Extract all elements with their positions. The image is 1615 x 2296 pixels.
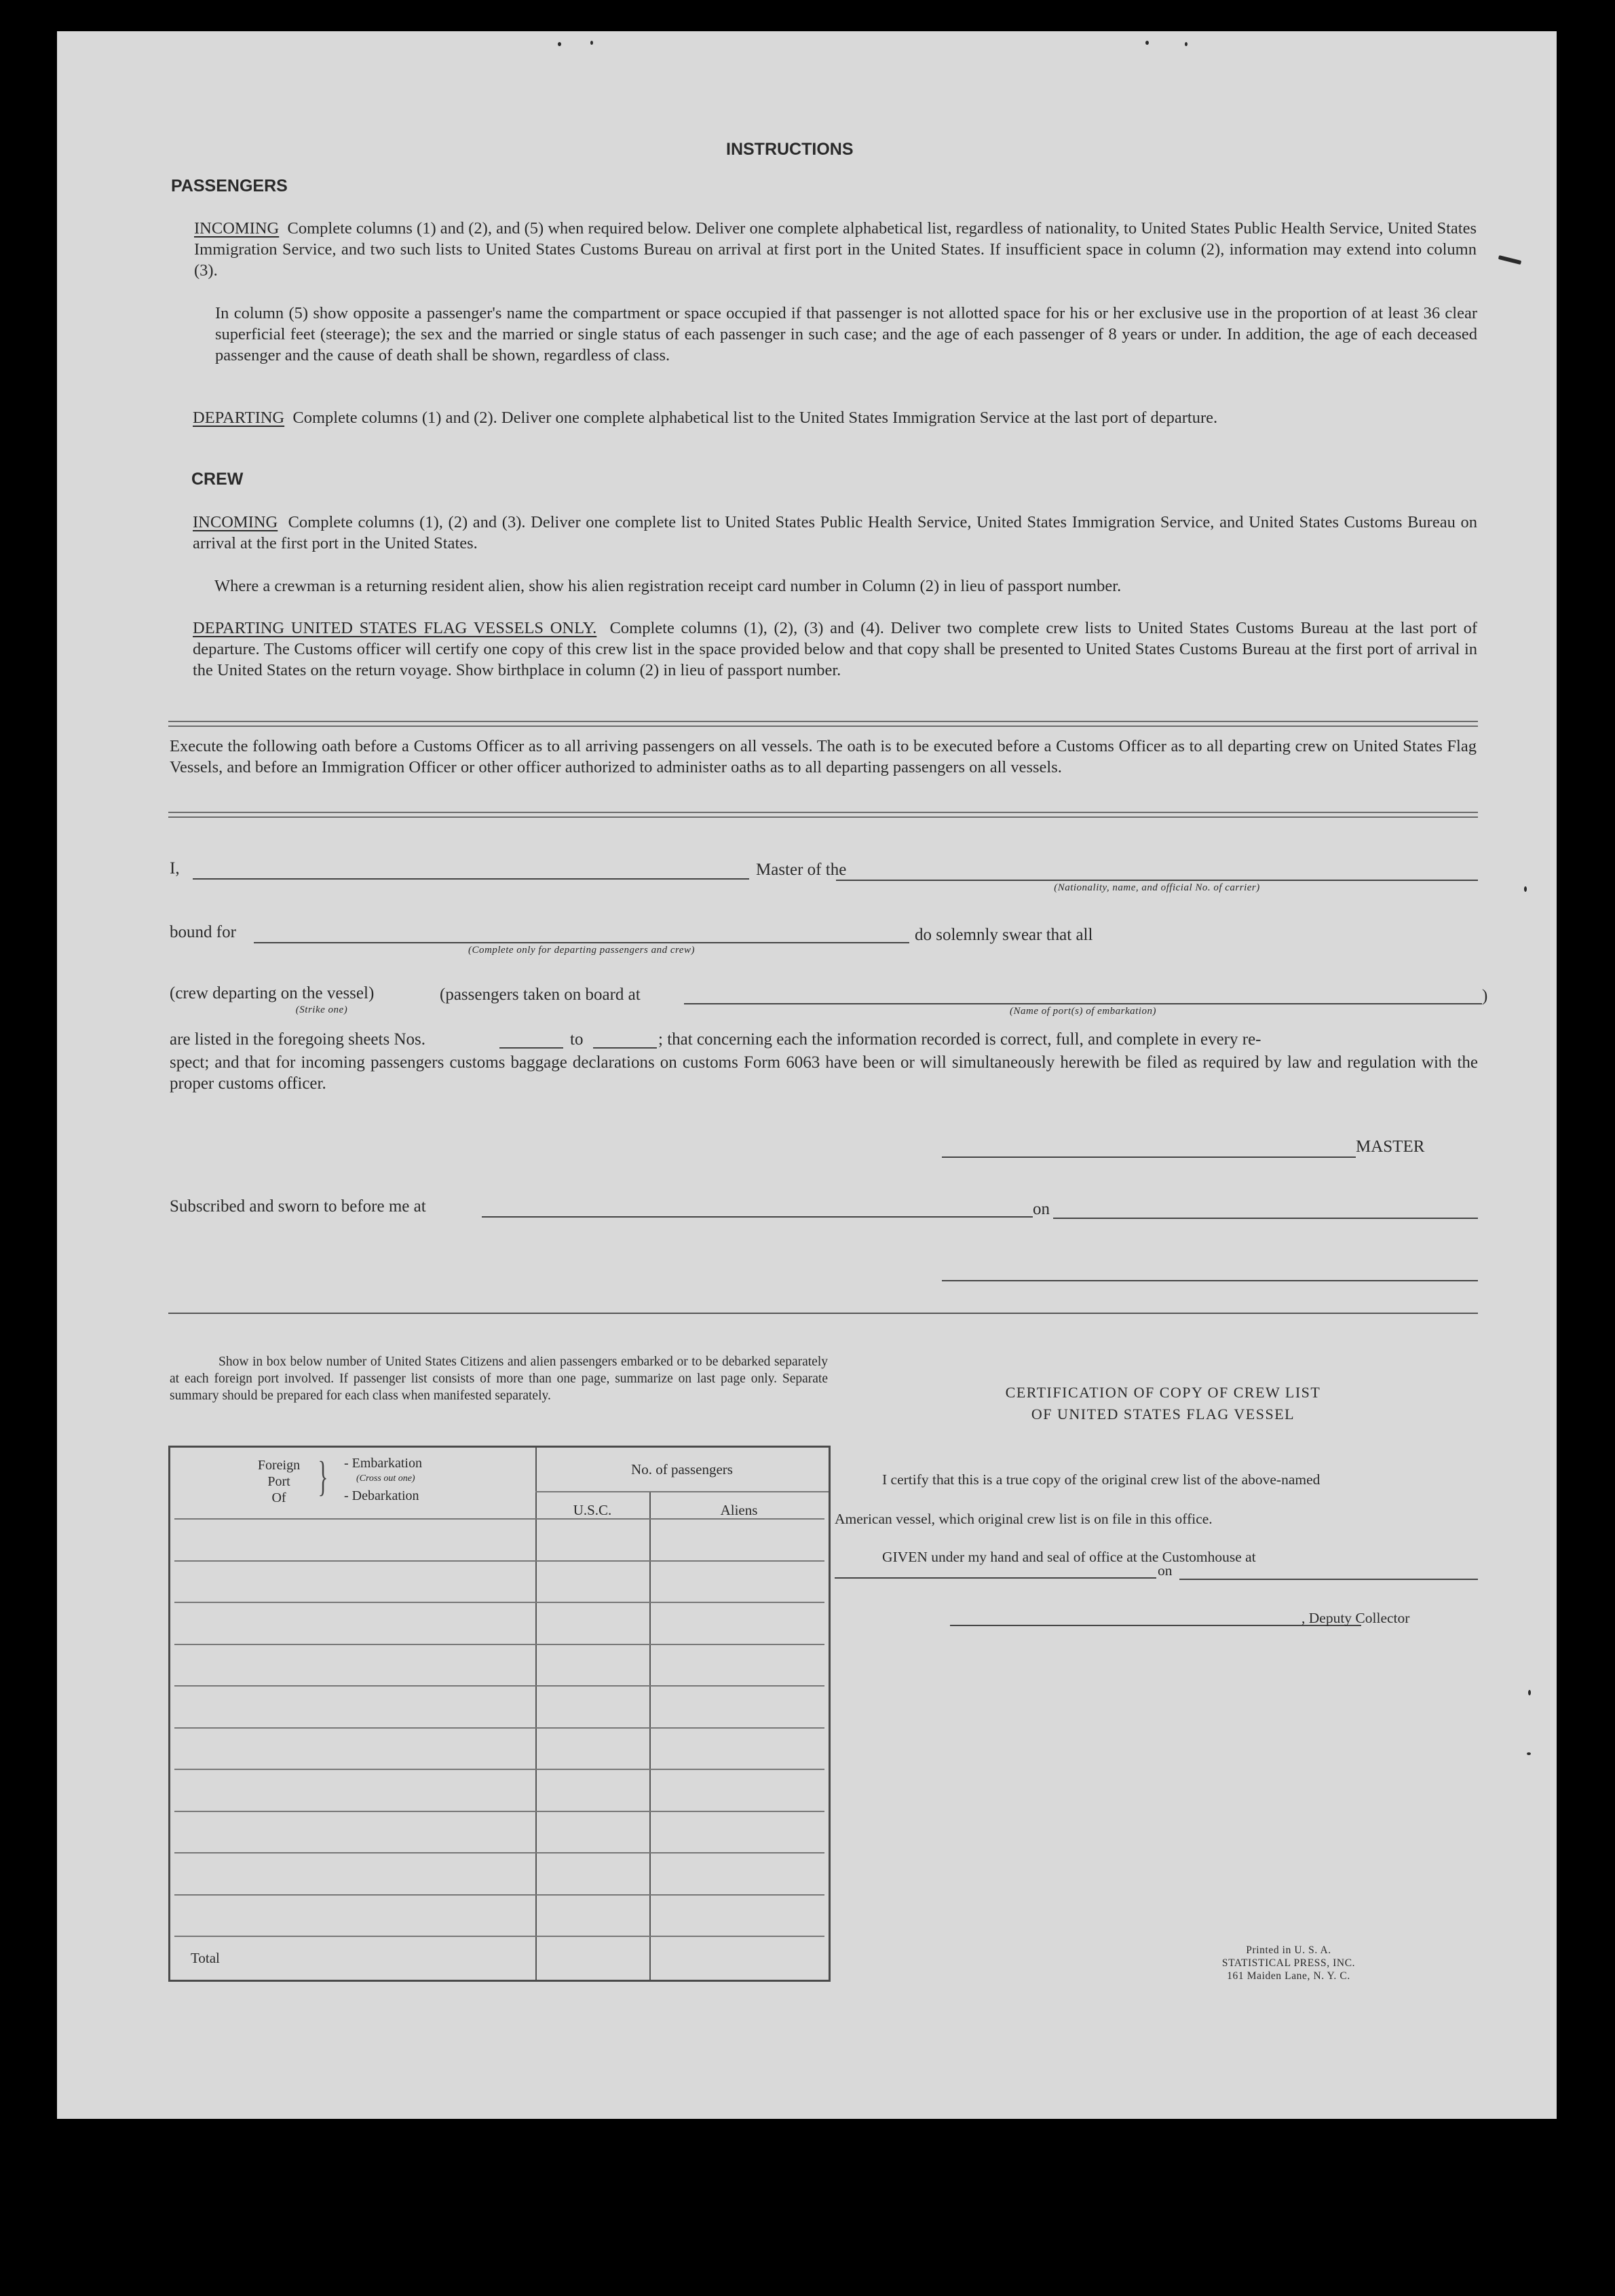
master-of-the-label: Master of the (756, 861, 847, 879)
sworn-place-field[interactable] (482, 1216, 1033, 1218)
scan-speck (1527, 1752, 1531, 1755)
certification-title-line1: CERTIFICATION OF COPY OF CREW LIST (1005, 1384, 1321, 1401)
debarkation-option[interactable]: - Debarkation (344, 1488, 419, 1503)
certification-title-line2: OF UNITED STATES FLAG VESSEL (1031, 1406, 1295, 1423)
col-usc-header: U.S.C. (573, 1502, 612, 1518)
printer-line2: STATISTICAL PRESS, INC. (1221, 1957, 1356, 1969)
scan-speck (558, 42, 561, 46)
crew-departing-option[interactable]: (crew departing on the vessel) (170, 984, 375, 1002)
deputy-label: , Deputy Collector (1302, 1610, 1410, 1626)
table-row-line (174, 1602, 824, 1603)
listed-text-a: are listed in the foregoing sheets Nos. (170, 1030, 425, 1049)
table-row-line (174, 1769, 824, 1770)
strike-caption: (Strike one) (295, 1004, 348, 1015)
col-divider (649, 1491, 651, 1980)
sworn-date-field[interactable] (1053, 1218, 1478, 1219)
printer-line3: 161 Maiden Lane, N. Y. C. (1227, 1970, 1350, 1982)
summary-table (168, 1446, 831, 1982)
scan-mark (1498, 255, 1521, 265)
sheet-from-field[interactable] (499, 1047, 563, 1049)
sheet-to-field[interactable] (593, 1047, 657, 1049)
passengers-taken-option[interactable]: (passengers taken on board at (440, 985, 641, 1004)
cert-date-field[interactable] (1179, 1579, 1478, 1580)
passengers-incoming-block (194, 218, 1477, 281)
col-divider (535, 1448, 537, 1980)
carrier-caption: (Nationality, name, and official No. of carrier) (1054, 882, 1260, 893)
oath-i-label: I, (170, 859, 180, 878)
table-row-line (174, 1894, 824, 1896)
table-row-line (174, 1811, 824, 1812)
passengers-heading: PASSENGERS (171, 176, 288, 195)
crew-incoming-text: Complete columns (1), (2) and (3). Deliver one complete list to United States Public Health Service, United States Immigration Service, and United States Customs Bureau on arrival at the first port in the United States. (193, 513, 1478, 552)
sworn-on-label: on (1033, 1200, 1050, 1218)
close-paren: ) (1482, 987, 1488, 1005)
master-label: MASTER (1356, 1137, 1425, 1156)
col-port-line: Foreign (257, 1458, 301, 1473)
oath-instructions: Execute the following oath before a Customs Officer as to all arriving passengers on all vessels. The oath is to be executed before a Customs Officer as to all departing crew on United States Flag Vessels, and before an Immigration Officer or other officer authorized to administer oaths as to all departing passengers on all vessels. (170, 737, 1477, 776)
col-passengers-header: No. of passengers (631, 1461, 733, 1478)
summary-instructions: Show in box below number of United States Citizens and alien passengers embarked or to be debarked separately at each foreign port involved. If passenger list consists of more than one page, summarize on last page only. Separate summary should be prepared for each class when manifested separately. (170, 1355, 828, 1403)
passengers-column5-text: In column (5) show opposite a passenger's name the compartment or space occupied if that passenger is not allotted space for his or her exclusive use in the proportion of at least 36 clear superficial feet (steerage); the sex and the married or single status of each passenger in such case; and the age of each passenger of 8 years or under. In addition, the age of each deceased passenger and the cause of death shall be shown, regardless of class. (215, 304, 1477, 364)
listed-text-b: ; that concerning each the information recorded is correct, full, and complete in every re- (658, 1030, 1261, 1049)
listed-text-rest: spect; and that for incoming passengers customs baggage declarations on customs Form 6063 have been or will simultaneously herewith be filed as required by law and regulation with the proper customs officer. (170, 1053, 1478, 1093)
cert-on-label: on (1158, 1562, 1173, 1579)
scan-speck (1145, 41, 1149, 45)
deputy-signature-field[interactable] (950, 1625, 1361, 1626)
table-row-line (174, 1936, 824, 1937)
certify-text-a: I certify that this is a true copy of the original crew list of the above-named (882, 1471, 1320, 1488)
scan-speck (1185, 42, 1188, 46)
printer-imprint (1211, 1944, 1367, 1982)
master-name-field[interactable] (193, 878, 749, 880)
port-caption: (Name of port(s) of embarkation) (1010, 1006, 1156, 1017)
bound-for-label: bound for (170, 923, 236, 941)
crew-incoming-label: INCOMING (193, 513, 278, 531)
passengers-incoming-label: INCOMING (194, 219, 280, 238)
cross-out-caption: (Cross out one) (356, 1473, 415, 1484)
passengers-incoming-text: Complete columns (1) and (2), and (5) when required below. Deliver one complete alphabetical list, regardless of nationality, to United States Public Health Service, United States Immigration Service, and two such lists to United States Customs Bureau on arrival at first port in the United States. If insufficient space in column (2), information may extend into column (3). (194, 219, 1477, 280)
certify-text-b: American vessel, which original crew list is on file in this office. (835, 1511, 1213, 1527)
total-label: Total (191, 1950, 220, 1966)
scan-speck (1524, 886, 1527, 892)
carrier-field[interactable] (836, 880, 1478, 881)
col-port-header (245, 1457, 313, 1506)
customhouse-field[interactable] (835, 1577, 1156, 1579)
bound-for-field[interactable] (254, 942, 909, 943)
table-row-line (174, 1518, 824, 1520)
passengers-departing-text: Complete columns (1) and (2). Deliver one complete alphabetical list to the United States Immigration Service at the last port of departure. (292, 409, 1218, 427)
crew-heading: CREW (191, 470, 244, 489)
passengers-departing-block (193, 407, 1477, 428)
crew-departing-text: Complete columns (1), (2), (3) and (4). Deliver two complete crew lists to United States Customs Bureau at the last port of departure. The Customs officer will certify one copy of this crew list in the space provided below and that copy shall be presented to United States Customs Bureau at the first port of arrival in the United States on the return voyage. Show birthplace in column (2) in lieu of passport number. (193, 619, 1477, 679)
crew-departing-label: DEPARTING UNITED STATES FLAG VESSELS ONLY. (193, 619, 597, 637)
table-row-line (174, 1727, 824, 1729)
scan-speck (1528, 1690, 1531, 1695)
instructions-title: INSTRUCTIONS (726, 140, 854, 159)
table-row-line (174, 1685, 824, 1687)
table-row-line (174, 1644, 824, 1645)
header-split (535, 1491, 829, 1492)
officer-signature-field[interactable] (942, 1280, 1478, 1281)
certification-title (858, 1382, 1468, 1425)
bound-for-caption: (Complete only for departing passengers and crew) (468, 945, 695, 956)
crew-incoming-block (193, 512, 1477, 554)
divider-double (168, 812, 1478, 818)
table-row-line (174, 1852, 824, 1853)
embarkation-option[interactable]: - Embarkation (344, 1456, 422, 1471)
listed-to-label: to (570, 1030, 584, 1049)
subscribed-label: Subscribed and sworn to before me at (170, 1197, 426, 1216)
given-text: GIVEN under my hand and seal of office at the Customhouse at (882, 1549, 1256, 1565)
brace-icon: } (318, 1454, 328, 1500)
crew-resident-text: Where a crewman is a returning resident alien, show his alien registration receipt card number in Column (2) in lieu of passport number. (214, 577, 1122, 595)
col-port-line: Of (271, 1490, 286, 1505)
scan-speck (590, 41, 593, 45)
crew-departing-block (193, 618, 1477, 681)
passengers-departing-label: DEPARTING (193, 409, 285, 427)
table-row-line (174, 1560, 824, 1562)
col-port-line: Port (267, 1474, 290, 1489)
col-aliens-header: Aliens (720, 1502, 758, 1518)
divider-single (168, 1313, 1478, 1314)
swear-text: do solemnly swear that all (915, 926, 1093, 944)
embarkation-port-field[interactable] (684, 1003, 1482, 1004)
printer-line1: Printed in U. S. A. (1246, 1944, 1331, 1956)
divider-double (168, 721, 1478, 727)
form-page (57, 31, 1557, 2119)
master-signature-field[interactable] (942, 1156, 1356, 1158)
